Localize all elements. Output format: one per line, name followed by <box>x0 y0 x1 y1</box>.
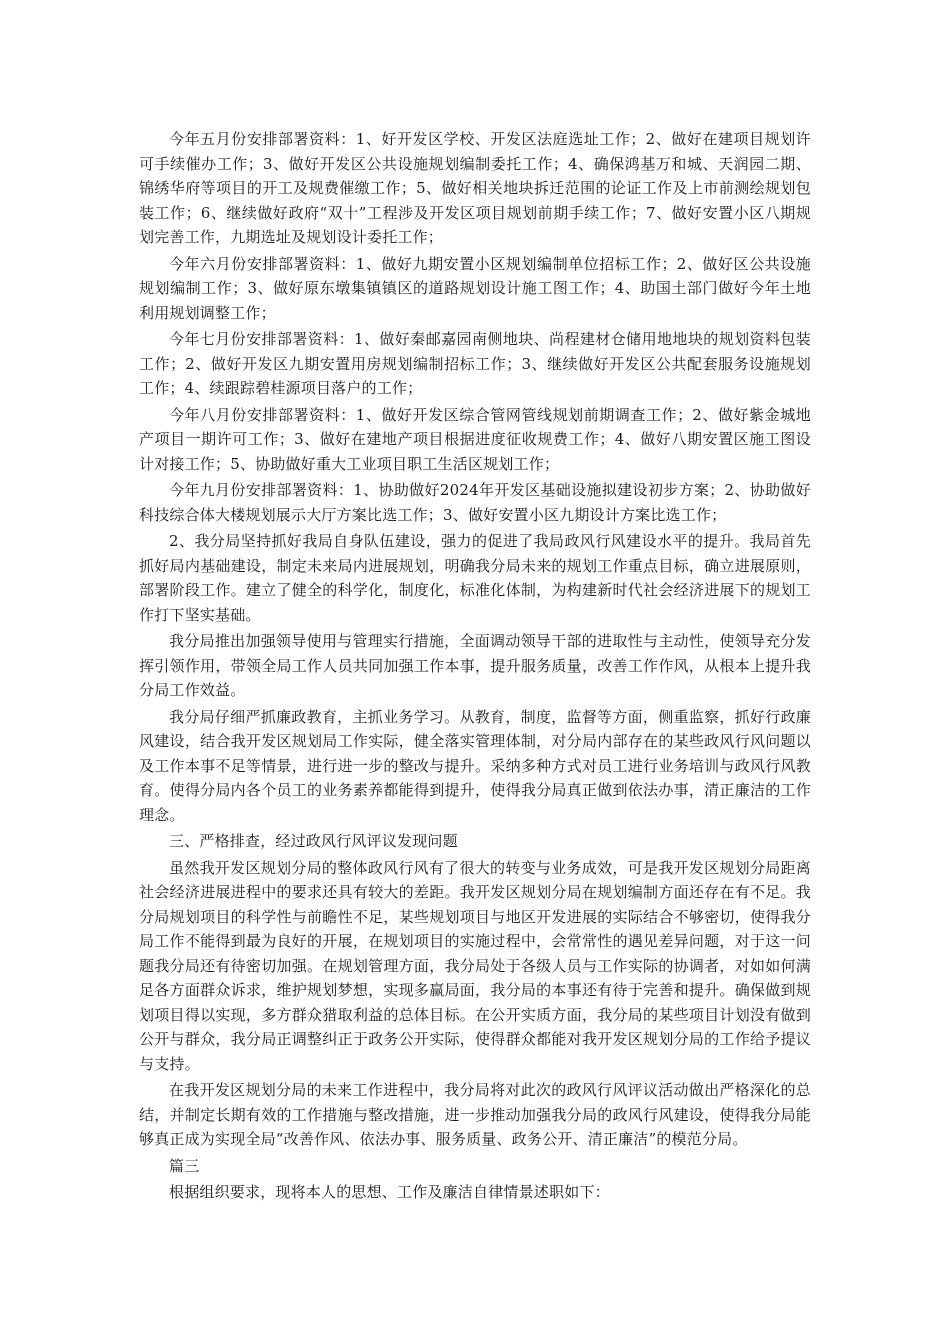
paragraph-problems: 虽然我开发区规划分局的整体政风行风有了很大的转变与业务成效，可是我开发区规划分局距离社会经济进展进程中的要求还具有较大的差距。我开发区规划分局在规划编制方面还存在有不足。我分局规划项目的科学性与前瞻性不足，某些规划项目与地区开发进展的实际结合不够密切，使得我分局工作不能得到最为良好的开展，在规划项目的实施过程中，会常常性的遇见差异问题，对于这一问题我分局还有待密切加强。在规划管理方面，我分局处于各级人员与工作实际的协调者，对如如何满足各方面群众诉求，维护规划梦想，实现多赢局面，我分局的本事还有待于完善和提升。确保做到规划项目得以实现，多方群众猎取利益的总体目标。在公开实质方面，我分局的某些项目计划没有做到公开与群众，我分局正调整纠正于政务公开实际，使得群众都能对我开发区规划分局的工作给予提议与支持。 <box>139 858 811 1073</box>
paragraph-september-plan: 今年九月份安排部署资料：1、协助做好2024年开发区基础设施拟建设初步方案；2、协助做好科技综合体大楼规划展示大厅方案比选工作；3、做好安置小区九期设计方案比选工作； <box>139 481 811 524</box>
paragraph-leadership: 我分局推出加强领导使用与管理实行措施，全面调动领导干部的进取性与主动性，使领导充分发挥引领作用，带领全局工作人员共同加强工作本事，提升服务质量，改善工作作风，从根本上提升我分局工作效益。 <box>139 632 811 699</box>
section-label-part-three: 篇三 <box>169 1156 200 1175</box>
paragraph-integrity-education: 我分局仔细严抓廉政教育，主抓业务学习。从教育，制度，监督等方面，侧重监察，抓好行政廉风建设，结合我开发区规划局工作实际，健全落实管理体制，对分局内部存在的某些政风行风问题以及工作本事不足等情景，进行进一步的整改与提升。采纳多种方式对员工进行业务培训与政风行风教育。使得分局内各个员工的业务素养都能得到提升，使得我分局真正做到依法办事，清正廉洁的工作理念。 <box>139 707 811 824</box>
paragraph-future-work: 在我开发区规划分局的未来工作进程中，我分局将对此次的政风行风评议活动做出严格深化的总结，并制定长期有效的工作措施与整改措施，进一步推动加强我分局的政风行风建设，使得我分局能够真正成为实现全局“改善作风、依法办事、服务质量、政务公开、清正廉洁”的模范分局。 <box>139 1081 811 1148</box>
paragraph-august-plan: 今年八月份安排部署资料：1、做好开发区综合管网管线规划前期调查工作；2、做好紫金城地产项目一期许可工作；3、做好在建地产项目根据进度征收规费工作；4、做好八期安置区施工图设计对接工作；5、协助做好重大工业项目职工生活区规划工作； <box>139 405 811 473</box>
paragraph-june-plan: 今年六月份安排部署资料：1、做好九期安置小区规划编制单位招标工作；2、做好区公共设施规划编制工作；3、做好原东墩集镇镇区的道路规划设计施工图工作；4、助国土部门做好今年土地利用规划调整工作； <box>139 254 811 322</box>
document-body <box>139 127 811 1207</box>
section-heading-problems: 三、严格排查，经过政风行风评议发现问题 <box>169 832 458 850</box>
paragraph-report-intro: 根据组织要求，现将本人的思想、工作及廉洁自律情景述职如下： <box>169 1183 610 1201</box>
paragraph-may-plan: 今年五月份安排部署资料：1、好开发区学校、开发区法庭选址工作；2、做好在建项目规划许可手续催办工作；3、做好开发区公共设施规划编制委托工作；4、确保鸿基万和城、天润园二期、锦绣华府等项目的开工及规费催缴工作；5、做好相关地块拆迁范围的论证工作及上市前测绘规划包装工作；6、继续做好政府“双十”工程涉及开发区项目规划前期手续工作；7、做好安置小区八期规划完善工作，九期选址及规划设计委托工作； <box>139 130 811 246</box>
paragraph-july-plan: 今年七月份安排部署资料：1、做好秦邮嘉园南侧地块、尚程建材仓储用地地块的规划资料包装工作；2、做好开发区九期安置用房规划编制招标工作；3、继续做好开发区公共配套服务设施规划工作；4、续跟踪碧桂源项目落户的工作； <box>139 330 811 397</box>
paragraph-team-building: 2、我分局坚持抓好我局自身队伍建设，强力的促进了我局政风行风建设水平的提升。我局首先抓好局内基础建设，制定未来局内进展规划，明确我分局未来的规划工作重点目标，确立进展原则，部署阶段工作。建立了健全的科学化，制度化，标准化体制，为构建新时代社会经济进展下的规划工作打下坚实基础。 <box>139 532 811 624</box>
